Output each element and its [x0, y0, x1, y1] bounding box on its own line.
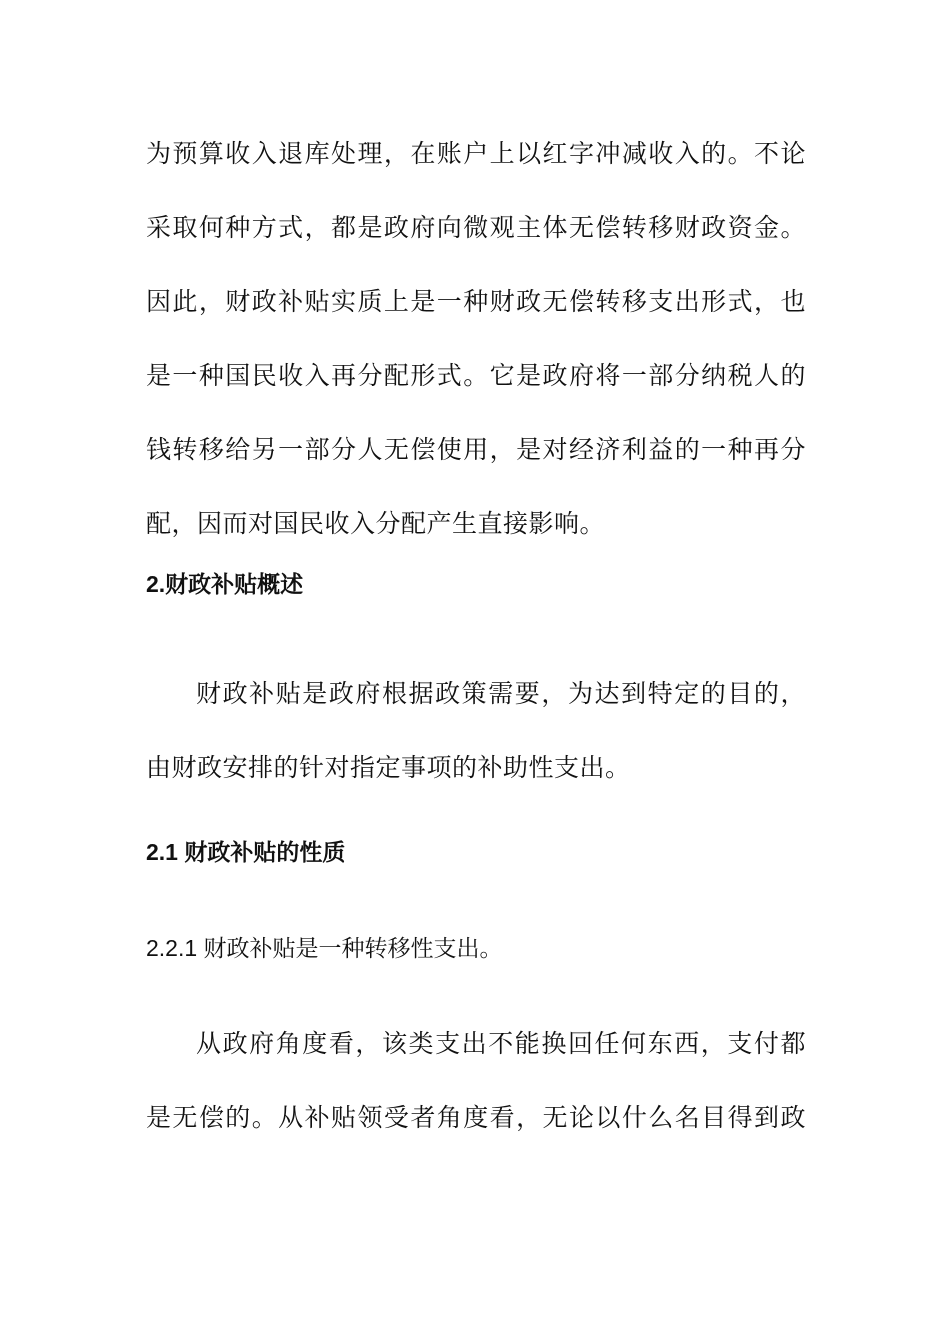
- document-body: [146, 130, 806, 1168]
- text-line: 是无偿的。从补贴领受者角度看，无论以什么名目得到政: [146, 1103, 806, 1132]
- paragraph-subsidy-nature-continued: [146, 130, 806, 560]
- section-heading-2-1: 2.1 财政补贴的性质: [146, 839, 346, 865]
- paragraph-transfer-expenditure: [146, 1020, 806, 1168]
- text-line: 是一种国民收入再分配形式。它是政府将一部分纳税人的: [146, 361, 806, 390]
- text-line: 从政府角度看，该类支出不能换回任何东西，支付都: [196, 1029, 806, 1058]
- text-line: 为预算收入退库处理，在账户上以红字冲减收入的。不论: [146, 139, 806, 168]
- text-line: 因此，财政补贴实质上是一种财政无偿转移支出形式，也: [146, 287, 806, 316]
- paragraph-subsidy-overview: [146, 670, 806, 828]
- text-line: 采取何种方式，都是政府向微观主体无偿转移财政资金。: [146, 213, 806, 242]
- section-heading-2-2-1: 2.2.1 财政补贴是一种转移性支出。: [146, 935, 503, 961]
- text-line: 配，因而对国民收入分配产生直接影响。: [146, 509, 606, 538]
- text-line: 财政补贴是政府根据政策需要，为达到特定的目的，: [196, 679, 806, 708]
- section-heading-2: 2.财政补贴概述: [146, 571, 304, 597]
- text-line: 钱转移给另一部分人无偿使用，是对经济利益的一种再分: [146, 435, 806, 464]
- text-line: 由财政安排的针对指定事项的补助性支出。: [146, 753, 631, 782]
